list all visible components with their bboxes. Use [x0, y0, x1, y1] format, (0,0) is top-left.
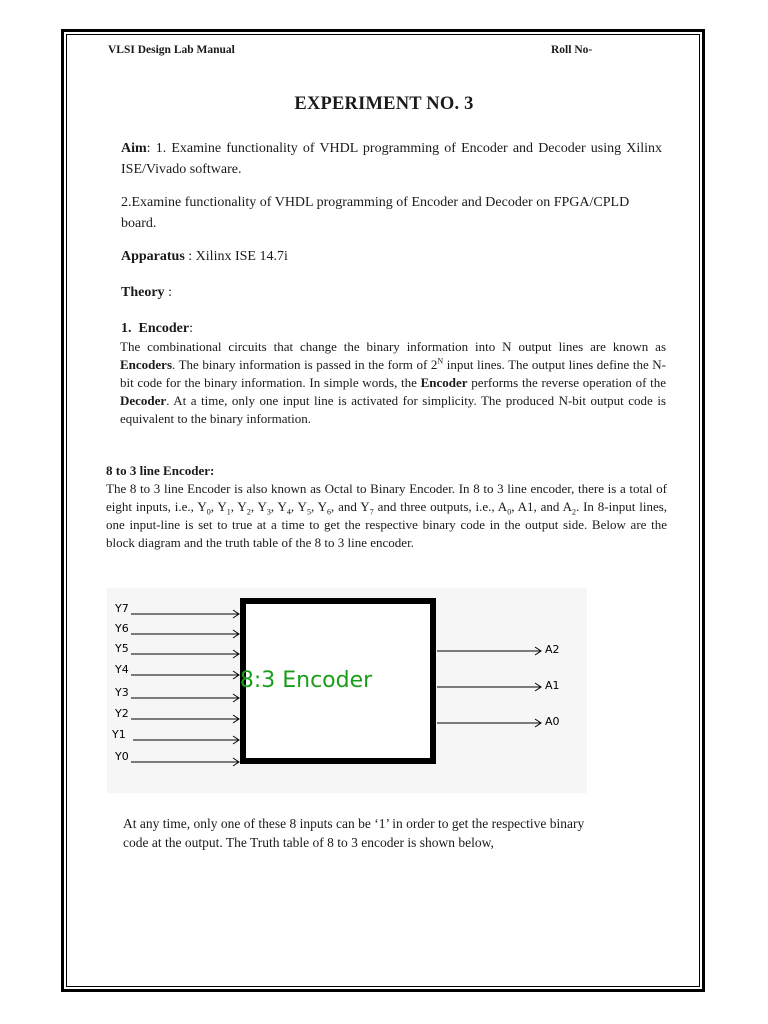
line-encoder-heading-text: 8 to 3 line Encoder: [106, 463, 215, 478]
input-label-y6: Y6 [115, 622, 129, 635]
le-text: , Y [310, 499, 327, 514]
aim-label: Aim [121, 141, 147, 156]
encoder-text-1: The combinational circuits that change the binary information into N output lines are known as [120, 339, 666, 354]
le-text: and three outputs, i.e., A [373, 499, 508, 514]
input-label-y3: Y3 [115, 686, 129, 699]
encoder-block-diagram [107, 588, 587, 793]
aim-line2: 2.Examine functionality of VHDL programming of Encoder and Decoder on FPGA/CPLD board. [121, 195, 630, 231]
input-label-y1: Y1 [112, 728, 126, 741]
encoder-bold-1: Encoders [120, 357, 172, 372]
line-encoder-paragraph [106, 480, 667, 552]
encoder-label: Encoder [138, 321, 190, 336]
le-text: , Y [230, 499, 247, 514]
le-text: , Y [270, 499, 287, 514]
le-text: , and Y [331, 499, 370, 514]
le-text: , Y [290, 499, 307, 514]
le-sub: 3 [266, 507, 271, 517]
le-sub: 6 [327, 507, 331, 517]
le-sub: 7 [369, 507, 374, 517]
page-title: EXPERIMENT NO. 3 [294, 94, 474, 114]
le-text: , Y [210, 499, 227, 514]
le-sub: 1 [226, 507, 231, 517]
input-label-y5: Y5 [115, 642, 129, 655]
le-sub: 2 [571, 507, 576, 517]
apparatus-label: Apparatus [121, 249, 185, 264]
encoder-colon: : [189, 321, 193, 336]
theory-line [121, 282, 662, 303]
le-text: . In 8-input lines, one input-line is set to true at a time to get the respective binary code in the output side. Below are the block diagram and the truth table of the 8 to 3 line encoder. [106, 499, 668, 550]
line-encoder-heading [106, 462, 666, 480]
le-sub: 4 [286, 507, 291, 517]
input-label-y2: Y2 [115, 707, 129, 720]
encoder-heading [121, 318, 662, 339]
le-text: The 8 to 3 line Encoder is also known as Octal to Binary Encoder. In 8 to 3 line encoder, there is a total of eight inputs, i.e., Y [106, 481, 667, 514]
encoder-bold-2: Encoder [420, 375, 468, 390]
le-sub: 0 [507, 507, 512, 517]
encoder-text-4: performs the reverse operation of the [467, 375, 666, 390]
theory-suffix: : [164, 285, 172, 300]
le-text: , Y [250, 499, 267, 514]
le-text: , A1, and A [511, 499, 572, 514]
aim-line1: : 1. Examine functionality of VHDL programming of Encoder and Decoder using Xilinx ISE/Vivado software. [121, 141, 662, 177]
encoder-bold-3: Decoder [120, 393, 167, 408]
encoder-paragraph [120, 338, 666, 428]
encoder-text-5: . At a time, only one input line is activated for simplicity. The produced N-bit output code is equivalent to the binary information. [120, 393, 666, 426]
aim-paragraph [121, 138, 662, 180]
header-left: VLSI Design Lab Manual [108, 44, 235, 56]
le-sub: 2 [246, 507, 251, 517]
input-label-y4: Y4 [115, 663, 129, 676]
theory-label: Theory [121, 285, 165, 300]
output-label-a0: A0 [545, 715, 560, 728]
le-sub: 5 [306, 507, 311, 517]
input-label-y7: Y7 [115, 602, 129, 615]
header-right: Roll No- [551, 44, 593, 56]
output-label-a2: A2 [545, 643, 560, 656]
apparatus-line [121, 246, 662, 267]
encoder-text-2: . The binary information is passed in the form of 2 [172, 357, 438, 372]
encoder-text-3: input lines. The output lines define the N-bit code for the binary information. In simple words, the [120, 357, 666, 390]
encoder-number: 1. [121, 321, 132, 336]
apparatus-value: : Xilinx ISE 14.7i [184, 249, 288, 264]
le-sub: 0 [206, 507, 211, 517]
encoder-block-label: 8:3 Encoder [239, 668, 373, 693]
encoder-sup: N [437, 356, 444, 366]
closing-paragraph: At any time, only one of these 8 inputs can be ‘1’ in order to get the respective binary code at the output. The Truth table of 8 to 3 encoder is shown below, [123, 816, 585, 850]
output-label-a1: A1 [545, 679, 560, 692]
input-label-y0: Y0 [115, 750, 129, 763]
